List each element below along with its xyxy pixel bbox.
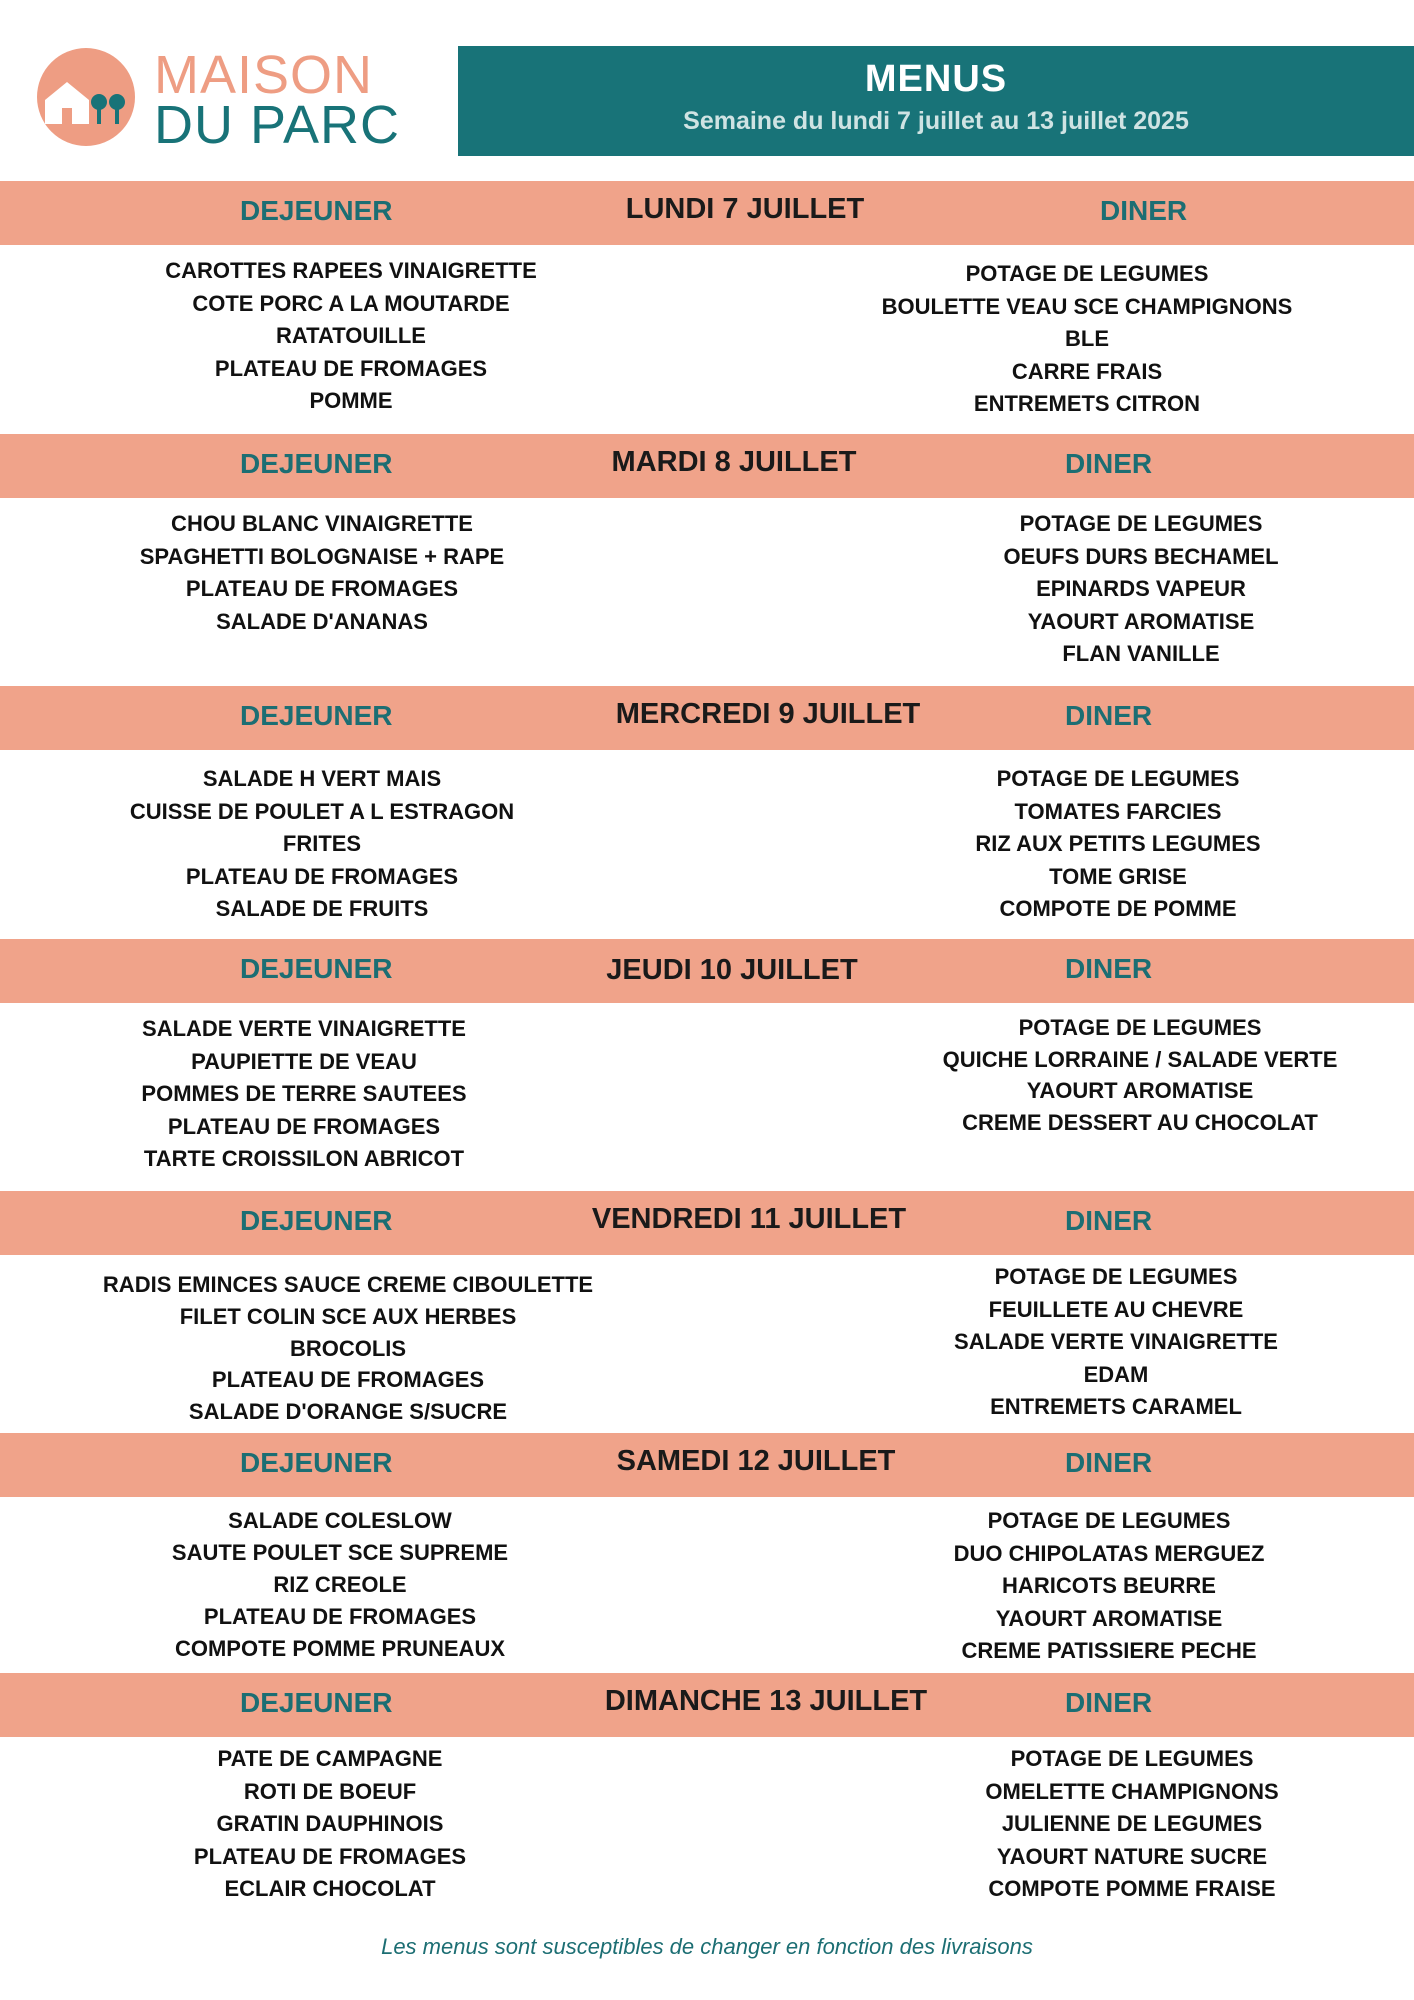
menu-item: POTAGE DE LEGUMES (1019, 511, 1263, 536)
menu-item: PLATEAU DE FROMAGES (211, 1367, 485, 1393)
menu-item: BOULETTE VEAU SCE CHAMPIGNONS (881, 293, 1293, 319)
menu-item: PLATEAU DE FROMAGES (185, 863, 459, 889)
menu-item: ROTI DE BOEUF (243, 1778, 417, 1804)
menu-item: POMMES DE TERRE SAUTEES (141, 1081, 467, 1107)
menu-item: SPAGHETTI BOLOGNAISE + RAPE (139, 543, 505, 569)
page-title: MENUS (864, 58, 1008, 100)
day-header-band (0, 1433, 1414, 1497)
menu-item: POTAGE DE LEGUMES (996, 766, 1240, 791)
lunch-menu (141, 1013, 466, 1176)
menu-item: TOME GRISE (1049, 863, 1187, 889)
day-title: LUNDI 7 JUILLET (625, 193, 865, 225)
brand-name-line1: MAISON (154, 45, 374, 105)
dinner-label: DINER (1065, 448, 1153, 479)
dinner-menu (943, 1012, 1338, 1139)
lunch-menu (165, 255, 537, 418)
lunch-menu (172, 1505, 508, 1665)
menu-item: EPINARDS VAPEUR (1036, 576, 1246, 602)
dinner-menu (954, 1261, 1278, 1424)
menu-item: CARRE FRAIS (1011, 358, 1163, 384)
dinner-label: DINER (1065, 700, 1153, 731)
menu-item: FILET COLIN SCE AUX HERBES (179, 1303, 517, 1329)
dinner-menu (882, 258, 1293, 421)
day-header-band (0, 181, 1414, 245)
lunch-menu (103, 1269, 593, 1428)
menu-item: YAOURT AROMATISE (1026, 1078, 1254, 1104)
menu-item: POTAGE DE LEGUMES (965, 261, 1209, 286)
menu-item: COMPOTE POMME PRUNEAUX (174, 1635, 506, 1661)
menu-item: COMPOTE DE POMME (999, 896, 1237, 922)
brand-name-line2: DU PARC (154, 95, 401, 155)
menu-item: PLATEAU DE FROMAGES (193, 1843, 467, 1869)
menu-item: POTAGE DE LEGUMES (1010, 1746, 1254, 1771)
menu-item: PLATEAU DE FROMAGES (167, 1113, 441, 1139)
day-header-band (0, 1191, 1414, 1255)
day-header-band (0, 434, 1414, 498)
day-title: JEUDI 10 JUILLET (606, 954, 858, 986)
day-header-band (0, 939, 1414, 1003)
header-banner (458, 46, 1414, 156)
menu-item: POTAGE DE LEGUMES (987, 1508, 1231, 1533)
house-trees-icon (37, 48, 135, 146)
lunch-label: DEJEUNER (240, 195, 393, 226)
menu-item: YAOURT AROMATISE (1027, 608, 1255, 634)
menu-item: SALADE VERTE VINAIGRETTE (142, 1016, 466, 1041)
dinner-menu (1003, 508, 1278, 671)
menu-item: YAOURT NATURE SUCRE (996, 1843, 1268, 1869)
menu-item: GRATIN DAUPHINOIS (216, 1811, 444, 1837)
dinner-menu (975, 763, 1260, 926)
day-title: MERCREDI 9 JUILLET (615, 698, 921, 730)
menu-item: JULIENNE DE LEGUMES (1001, 1811, 1263, 1837)
day-title: DIMANCHE 13 JUILLET (604, 1685, 928, 1717)
footer-note: Les menus sont susceptibles de changer en fonction des livraisons (381, 1934, 1033, 1959)
dinner-menu (985, 1743, 1278, 1906)
menu-item: RIZ CREOLE (273, 1571, 407, 1597)
menu-item: SALADE VERTE VINAIGRETTE (954, 1329, 1278, 1355)
day-header-band (0, 686, 1414, 750)
day-title: VENDREDI 11 JUILLET (591, 1203, 907, 1235)
menu-item: PLATEAU DE FROMAGES (214, 355, 488, 381)
lunch-label: DEJEUNER (240, 700, 393, 731)
menu-item: SALADE H VERT MAIS (202, 766, 442, 791)
menu-item: SAUTE POULET SCE SUPREME (171, 1539, 509, 1565)
lunch-label: DEJEUNER (240, 1687, 393, 1718)
lunch-label: DEJEUNER (240, 953, 393, 984)
menu-item: SALADE DE FRUITS (215, 896, 429, 922)
menu-item: BLE (1064, 326, 1109, 352)
day-title: SAMEDI 12 JUILLET (616, 1445, 896, 1477)
menu-item: BROCOLIS (289, 1335, 407, 1361)
menu-item: HARICOTS BEURRE (1002, 1573, 1216, 1599)
menu-item: CREME PATISSIERE PECHE (961, 1638, 1257, 1664)
page-subtitle: Semaine du lundi 7 juillet au 13 juillet 2025 (683, 107, 1189, 135)
menu-item: PLATEAU DE FROMAGES (203, 1603, 477, 1629)
menu-item: QUICHE LORRAINE / SALADE VERTE (942, 1046, 1338, 1072)
menu-item: SALADE COLESLOW (228, 1508, 452, 1533)
menu-item: OMELETTE CHAMPIGNONS (985, 1778, 1279, 1804)
dinner-label: DINER (1065, 953, 1153, 984)
menu-item: OEUFS DURS BECHAMEL (1003, 543, 1279, 569)
dinner-label: DINER (1065, 1687, 1153, 1718)
dinner-label: DINER (1100, 195, 1188, 226)
dinner-label: DINER (1065, 1447, 1153, 1478)
menu-item: CHOU BLANC VINAIGRETTE (171, 511, 473, 536)
menu-item: POTAGE DE LEGUMES (1018, 1015, 1262, 1040)
menu-item: COTE PORC A LA MOUTARDE (192, 290, 510, 316)
brand-logo (37, 44, 437, 164)
menu-item: TOMATES FARCIES (1014, 798, 1222, 824)
day-title: MARDI 8 JUILLET (611, 446, 857, 478)
lunch-label: DEJEUNER (240, 1205, 393, 1236)
menu-item: DUO CHIPOLATAS MERGUEZ (953, 1540, 1265, 1566)
menu-item: POMME (309, 388, 393, 414)
lunch-menu (140, 508, 504, 638)
menu-item: RADIS EMINCES SAUCE CREME CIBOULETTE (102, 1272, 594, 1297)
menu-item: PATE DE CAMPAGNE (217, 1746, 443, 1771)
menu-item: YAOURT AROMATISE (995, 1605, 1223, 1631)
menu-item: FRITES (282, 831, 362, 857)
menu-item: ENTREMETS CITRON (973, 391, 1201, 417)
menu-item: EDAM (1083, 1361, 1149, 1387)
menu-item: TARTE CROISSILON ABRICOT (143, 1146, 465, 1172)
menu-item: PAUPIETTE DE VEAU (191, 1048, 417, 1074)
menu-item: FLAN VANILLE (1062, 641, 1220, 667)
menu-item: PLATEAU DE FROMAGES (185, 576, 459, 602)
menu-item: COMPOTE POMME FRAISE (988, 1876, 1276, 1902)
lunch-menu (194, 1743, 466, 1906)
menu-item: ECLAIR CHOCOLAT (224, 1876, 436, 1902)
menu-item: CAROTTES RAPEES VINAIGRETTE (165, 258, 537, 283)
dinner-label: DINER (1065, 1205, 1153, 1236)
lunch-menu (130, 763, 514, 926)
menu-item: RATATOUILLE (276, 323, 426, 349)
dinner-menu (954, 1505, 1265, 1668)
menu-item: ENTREMETS CARAMEL (990, 1394, 1242, 1420)
lunch-label: DEJEUNER (240, 1447, 393, 1478)
menu-item: CUISSE DE POULET A L ESTRAGON (129, 798, 515, 824)
menu-item: SALADE D'ORANGE S/SUCRE (188, 1399, 508, 1425)
menu-item: POTAGE DE LEGUMES (994, 1264, 1238, 1289)
menu-item: CREME DESSERT AU CHOCOLAT (962, 1110, 1318, 1136)
menu-item: SALADE D'ANANAS (216, 608, 428, 634)
menu-item: FEUILLETE AU CHEVRE (988, 1296, 1244, 1322)
day-header-band (0, 1673, 1414, 1737)
menu-item: RIZ AUX PETITS LEGUMES (975, 831, 1261, 857)
lunch-label: DEJEUNER (240, 448, 393, 479)
